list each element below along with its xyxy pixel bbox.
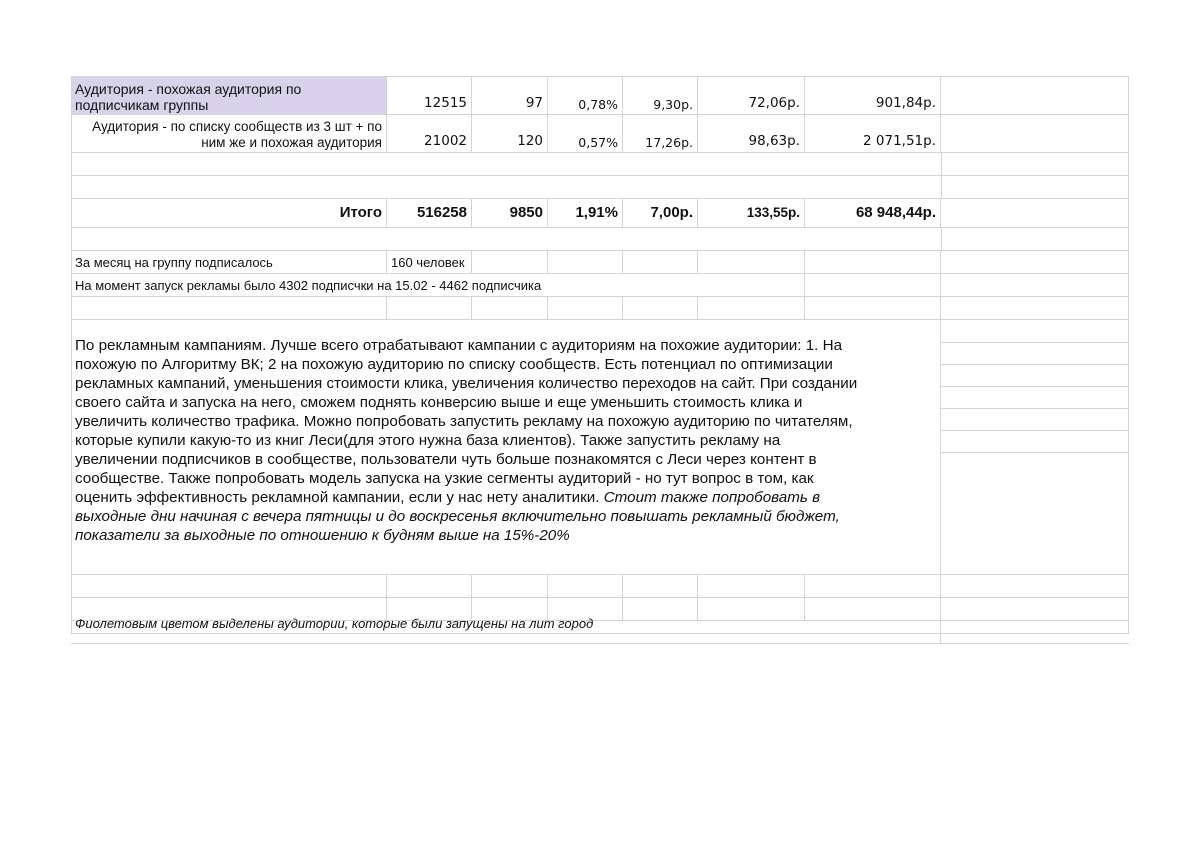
total-cpc-cell[interactable] xyxy=(623,199,698,227)
audience-cell[interactable] xyxy=(71,115,387,152)
cpc-value: 9,30р. xyxy=(653,97,693,112)
conclusion-main: По рекламным кампаниям. Лучше всего отрабатывают кампании с аудиториям на похожие аудитории: 1. На похожую по Алгоритму ВК; 2 на похожую аудиторию по списку сообществ. Есть потенциал по оптимизации рекламных кампаний, уменьшения стоимости клика, увеличения количество переходов на сайт. При создании своего сайта и запуска на него, сможем поднять конверсию выше и еще уменьшить стоимость клика и увеличить количество трафика. Можно попробовать запустить рекламу на похожую аудиторию по читателям, которые купили какую-то из книг Леси(для этого нужна база клиентов). Также запустить рекламу на увеличении подписчиков в сообществе, пользователи чуть больше познакомятся с Леси через контент в сообществе. Также попробовать модель запуска на узкие сегменты аудиторий - но тут вопрос в том, как оценить эффективность рекламной кампании, если у нас нету аналитики. xyxy=(75,337,858,506)
launch-note-cell[interactable] xyxy=(71,274,805,296)
impressions-cell[interactable] xyxy=(387,77,472,114)
clicks-value: 120 xyxy=(517,133,543,149)
divider xyxy=(941,176,942,198)
impressions-value: 12515 xyxy=(424,95,467,111)
total-cpc: 7,00р. xyxy=(650,204,693,221)
ctr-value: 0,78% xyxy=(578,97,618,112)
empty-cell[interactable] xyxy=(698,575,805,597)
grid-line xyxy=(941,364,1129,365)
grid-line xyxy=(941,386,1129,387)
spend-value: 901,84р. xyxy=(875,95,936,111)
spend-cell[interactable] xyxy=(805,115,941,152)
ctr-value: 0,57% xyxy=(578,135,618,150)
cpc-value: 17,26р. xyxy=(645,135,693,150)
total-row xyxy=(71,198,1129,227)
total-spend: 68 948,44р. xyxy=(855,204,936,221)
ctr-cell[interactable] xyxy=(548,77,623,114)
total-impressions: 516258 xyxy=(416,204,467,221)
empty-cell[interactable] xyxy=(805,274,941,296)
empty-cell[interactable] xyxy=(941,115,1129,152)
clicks-value: 97 xyxy=(525,95,543,111)
subscribers-label-cell[interactable] xyxy=(71,251,387,273)
subscribers-value: 160 человек xyxy=(391,255,465,270)
cpm-cell[interactable] xyxy=(698,115,805,152)
footnote: Фиолетовым цветом выделены аудитории, которые были запущены на лит город xyxy=(75,616,594,631)
launch-note-row xyxy=(71,273,1129,296)
audience-label-line1: Аудитория - по списку сообществ из 3 шт + по xyxy=(92,119,382,134)
launch-note: На момент запуск рекламы было 4302 подписчки на 15.02 - 4462 подписчика xyxy=(75,278,542,293)
grid-line xyxy=(941,342,1129,343)
impressions-cell[interactable] xyxy=(387,115,472,152)
empty-cell[interactable] xyxy=(698,251,805,273)
divider xyxy=(941,228,942,250)
empty-cell[interactable] xyxy=(71,575,387,597)
total-cpm-cell[interactable] xyxy=(698,199,805,227)
total-ctr: 1,91% xyxy=(575,204,618,221)
grid-line xyxy=(941,408,1129,409)
audience-cell[interactable] xyxy=(71,77,387,114)
empty-row xyxy=(71,574,1129,597)
empty-row xyxy=(71,227,1129,250)
empty-cell[interactable] xyxy=(623,297,698,319)
total-clicks-cell[interactable] xyxy=(472,199,548,227)
cpm-value: 98,63р. xyxy=(748,133,800,149)
empty-cell[interactable] xyxy=(387,575,472,597)
empty-cell[interactable] xyxy=(623,598,698,620)
table-row xyxy=(71,114,1129,152)
audience-label-line2: подписчикам группы xyxy=(75,97,209,113)
divider xyxy=(941,153,942,175)
grid-line xyxy=(941,452,1129,453)
empty-cell[interactable] xyxy=(548,251,623,273)
empty-cell[interactable] xyxy=(805,251,941,273)
empty-row xyxy=(71,152,1129,175)
spend-value: 2 071,51р. xyxy=(863,133,936,149)
empty-cell[interactable] xyxy=(472,297,548,319)
total-impressions-cell[interactable] xyxy=(387,199,472,227)
empty-cell[interactable] xyxy=(387,297,472,319)
table-row xyxy=(71,76,1129,114)
total-clicks: 9850 xyxy=(509,204,543,221)
empty-cell[interactable] xyxy=(805,575,941,597)
cpc-cell[interactable] xyxy=(623,115,698,152)
conclusion-text xyxy=(75,336,935,545)
empty-cell[interactable] xyxy=(472,575,548,597)
cpm-value: 72,06р. xyxy=(748,95,800,111)
spend-cell[interactable] xyxy=(805,77,941,114)
clicks-cell[interactable] xyxy=(472,77,548,114)
total-ctr-cell[interactable] xyxy=(548,199,623,227)
empty-row xyxy=(71,296,1129,319)
empty-cell[interactable] xyxy=(71,297,387,319)
audience-label-line1: Аудитория - похожая аудитория по xyxy=(75,81,302,97)
subscribers-row xyxy=(71,250,1129,273)
total-label-cell[interactable] xyxy=(71,199,387,227)
empty-row xyxy=(71,175,1129,198)
total-spend-cell[interactable] xyxy=(805,199,941,227)
total-label: Итого xyxy=(339,204,382,221)
grid-line xyxy=(941,430,1129,431)
subscribers-value-cell[interactable] xyxy=(387,251,472,273)
total-cpm: 133,55р. xyxy=(746,205,800,220)
empty-cell[interactable] xyxy=(548,297,623,319)
ctr-cell[interactable] xyxy=(548,115,623,152)
empty-cell[interactable] xyxy=(805,297,941,319)
empty-cell[interactable] xyxy=(941,77,1129,114)
empty-cell[interactable] xyxy=(698,297,805,319)
empty-cell[interactable] xyxy=(698,598,805,620)
impressions-value: 21002 xyxy=(424,133,467,149)
audience-label-line2: ним же и похожая аудитория xyxy=(201,135,382,150)
empty-cell[interactable] xyxy=(805,598,941,620)
empty-cell[interactable] xyxy=(548,575,623,597)
cpm-cell[interactable] xyxy=(698,77,805,114)
empty-cell[interactable] xyxy=(472,251,548,273)
empty-cell[interactable] xyxy=(623,575,698,597)
empty-cell[interactable] xyxy=(623,251,698,273)
cpc-cell[interactable] xyxy=(623,77,698,114)
clicks-cell[interactable] xyxy=(472,115,548,152)
empty-cell[interactable] xyxy=(941,199,1129,227)
subscribers-label: За месяц на группу подписалось xyxy=(75,255,273,270)
conclusion-italic: Стоит также попробовать в выходные дни начиная с вечера пятницы и до воскресенья включительно повышать рекламный бюджет, показатели за выходные по отношению к будням выше на 15%-20% xyxy=(75,489,840,544)
